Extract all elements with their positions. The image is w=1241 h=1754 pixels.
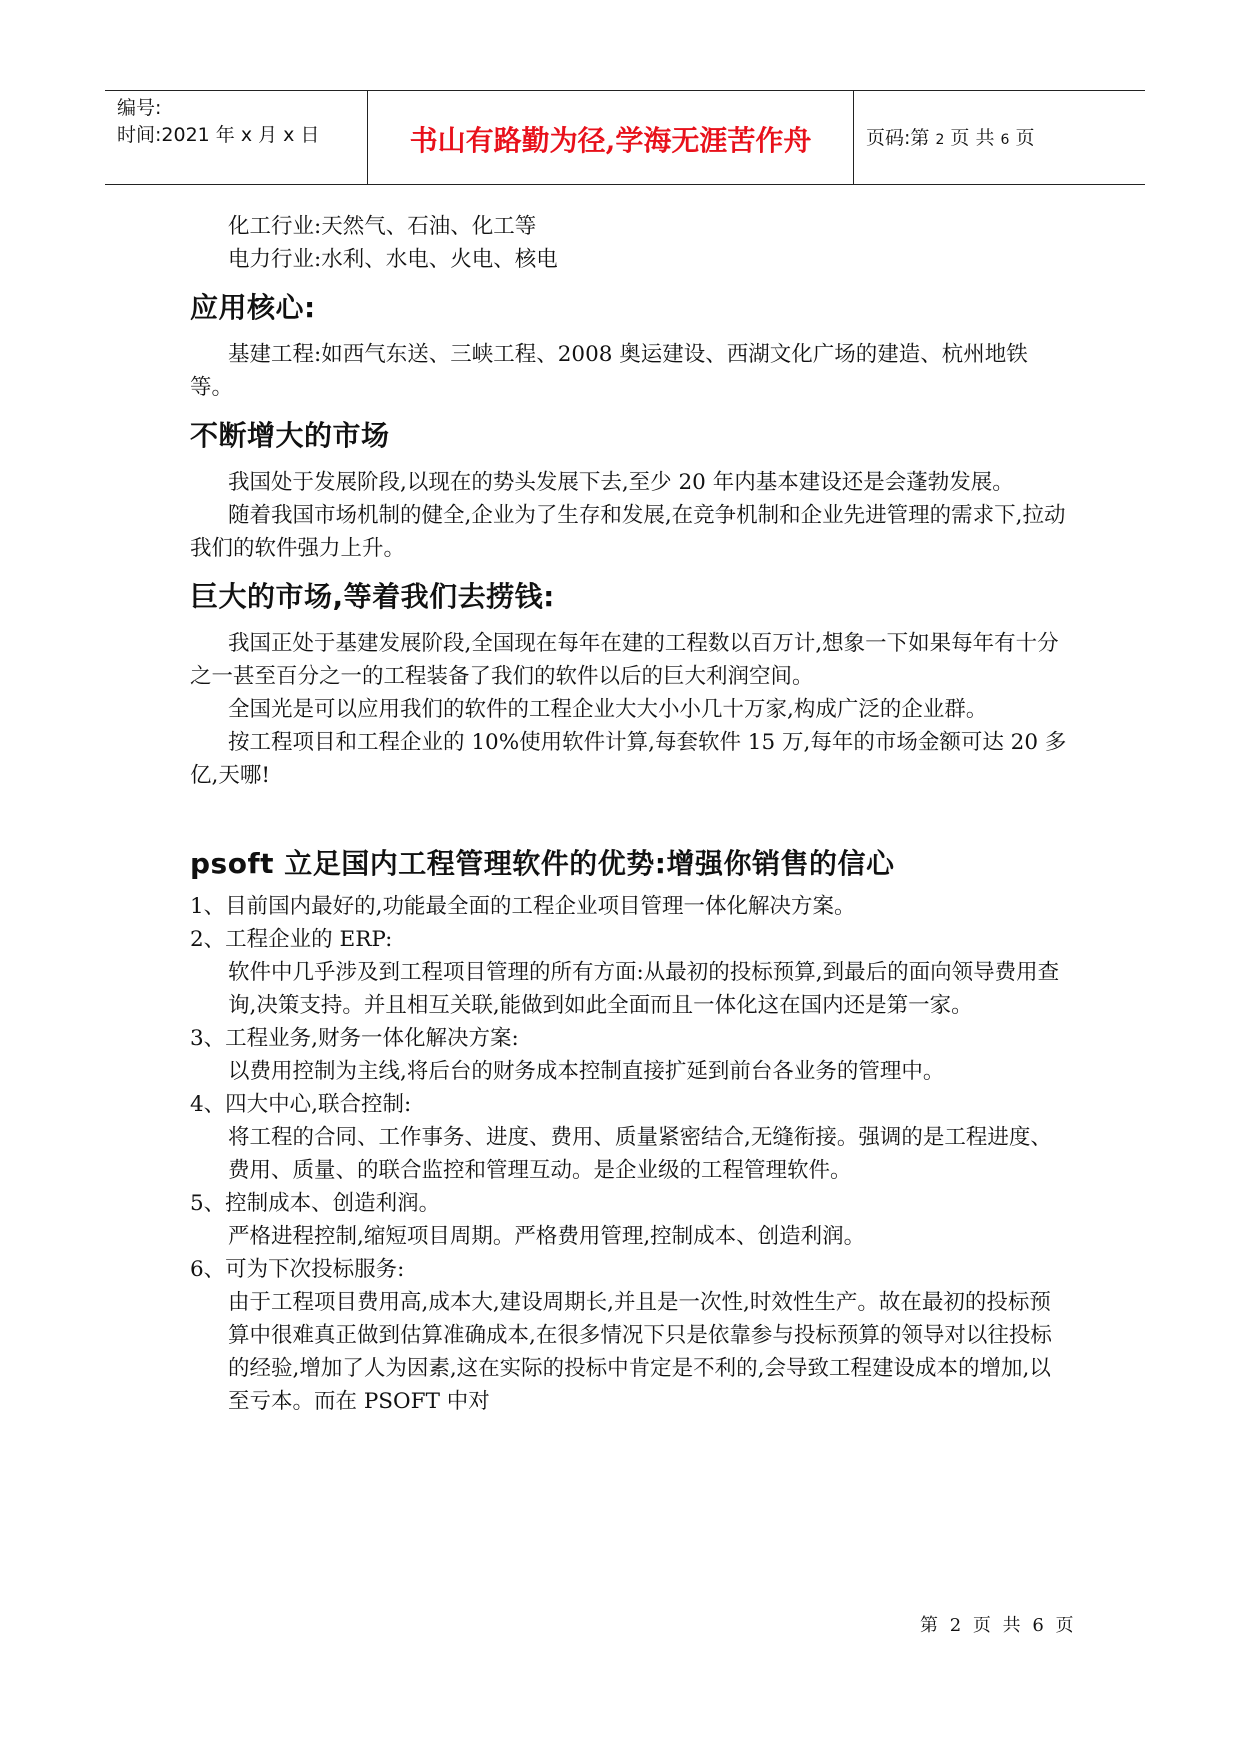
page-total: 6 — [1000, 132, 1010, 148]
header-info-cell — [105, 91, 368, 184]
list-item-3: 3、工程业务,财务一体化解决方案: — [190, 1026, 519, 1051]
list-item-1: 1、目前国内最好的,功能最全面的工程企业项目管理一体化解决方案。 — [190, 894, 856, 919]
list-item-2: 2、工程企业的 ERP: — [190, 927, 393, 952]
heading-core: 应用核心: — [190, 291, 316, 324]
heading-growing-market: 不断增大的市场 — [190, 419, 390, 452]
header-motto-cell — [368, 91, 854, 184]
paragraph-huge-2: 全国光是可以应用我们的软件的工程企业大大小小几十万家,构成广泛的企业群。 — [228, 697, 988, 722]
list-item-4-desc: 将工程的合同、工作事务、进度、费用、质量紧密结合,无缝衔接。强调的是工程进度、费用、质量、的联合监控和管理互动。是企业级的工程管理软件。 — [228, 1125, 1052, 1183]
time-label: 时间: — [117, 124, 162, 146]
list-item-6-desc: 由于工程项目费用高,成本大,建设周期长,并且是一次性,时效性生产。故在最初的投标预算中很难真正做到估算准确成本,在很多情况下只是依靠参与投标预算的领导对以往投标的经验,增加了人为因素,这在实际的投标中肯定是不利的,会导致工程建设成本的增加,以至亏本。而在 PSOFT 中对 — [228, 1290, 1052, 1414]
document-body — [190, 210, 1070, 1418]
paragraph-huge-1: 我国正处于基建发展阶段,全国现在每年在建的工程数以百万计,想象一下如果每年有十分之一甚至百分之一的工程装备了我们的软件以后的巨大利润空间。 — [190, 631, 1059, 689]
page-prefix: 页码:第 — [866, 127, 930, 149]
heading-psoft-advantages: psoft 立足国内工程管理软件的优势:增强你销售的信心 — [190, 847, 895, 880]
list-item-5: 5、控制成本、创造利润。 — [190, 1191, 441, 1216]
page-mid: 页 共 — [950, 127, 995, 149]
list-item-5-desc: 严格进程控制,缩短项目周期。严格费用管理,控制成本、创造利润。 — [228, 1224, 866, 1249]
page-header — [105, 90, 1145, 185]
list-item-3-desc: 以费用控制为主线,将后台的财务成本控制直接扩延到前台各业务的管理中。 — [228, 1059, 945, 1084]
list-item-2-desc: 软件中几乎涉及到工程项目管理的所有方面:从最初的投标预算,到最后的面向领导费用查询,决策支持。并且相互关联,能做到如此全面而且一体化这在国内还是第一家。 — [228, 960, 1060, 1018]
page-indicator — [866, 123, 1035, 150]
number-label: 编号: — [117, 97, 162, 119]
time-line — [117, 120, 319, 147]
motto: 书山有路勤为径,学海无涯苦作舟 — [409, 124, 812, 157]
time-value: 2021 年 x 月 x 日 — [161, 124, 320, 146]
list-item-4: 4、四大中心,联合控制: — [190, 1092, 412, 1117]
list-item-6: 6、可为下次投标服务: — [190, 1257, 405, 1282]
paragraph-core: 基建工程:如西气东送、三峡工程、2008 奥运建设、西湖文化广场的建造、杭州地铁等。 — [190, 342, 1028, 400]
heading-huge-market: 巨大的市场,等着我们去捞钱: — [190, 580, 555, 613]
header-page-cell — [854, 91, 1145, 184]
page-suffix: 页 — [1015, 127, 1035, 149]
page-current: 2 — [935, 132, 945, 148]
page-footer: 第 2 页 共 6 页 — [920, 1615, 1077, 1636]
industry-power: 电力行业:水利、水电、火电、核电 — [228, 247, 558, 272]
paragraph-growing-1: 我国处于发展阶段,以现在的势头发展下去,至少 20 年内基本建设还是会蓬勃发展。 — [228, 470, 1014, 495]
industry-chem: 化工行业:天然气、石油、化工等 — [228, 214, 537, 239]
paragraph-growing-2: 随着我国市场机制的健全,企业为了生存和发展,在竞争机制和企业先进管理的需求下,拉动我们的软件强力上升。 — [190, 503, 1066, 561]
paragraph-huge-3: 按工程项目和工程企业的 10%使用软件计算,每套软件 15 万,每年的市场金额可达 20 多亿,天哪! — [190, 730, 1067, 788]
